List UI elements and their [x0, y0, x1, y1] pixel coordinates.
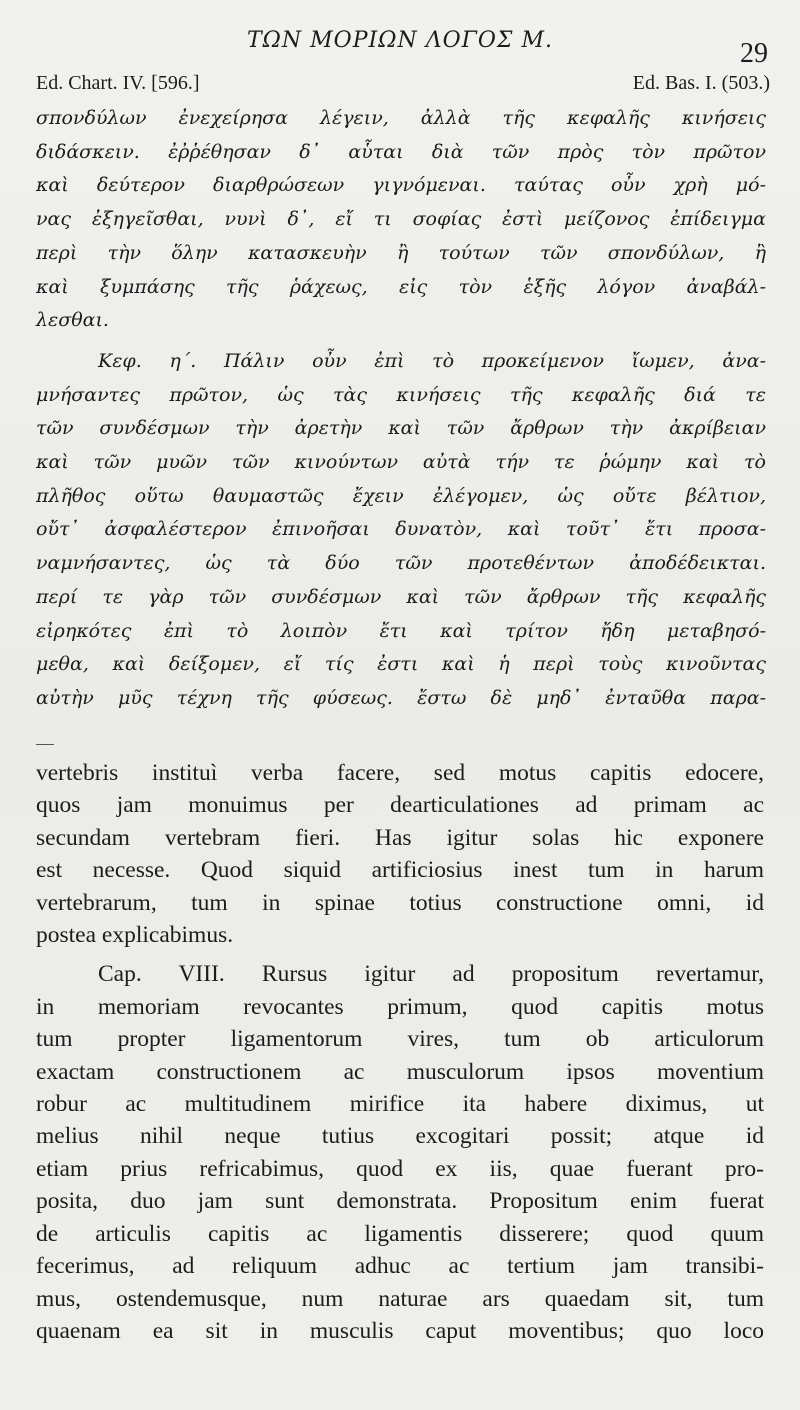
text-line: οὔτ᾽ ἀσφαλέστερον ἐπινοῆσαι δυνατὸν, καὶ τοῦτ᾽ ἔτι προσα-: [36, 518, 766, 541]
text-line: robur ac multitudinem mirifice ita habere diximus, ut: [36, 1091, 764, 1118]
greek-paragraph-1: [36, 102, 766, 338]
text-line: καὶ ξυμπάσης τῆς ῥάχεως, εἰς τὸν ἑξῆς λόγον ἀναβάλ-: [36, 275, 766, 298]
text-line: τῶν συνδέσμων τὴν ἀρετὴν καὶ τῶν ἄρθρων τὴν ἀκρίβειαν: [36, 417, 766, 440]
text-line: posita, duo jam sunt demonstrata. Propositum enim fuerat: [36, 1188, 764, 1215]
text-line: vertebrarum, tum in spinae totius constructione omni, id: [36, 889, 764, 916]
text-line: secundam vertebram fieri. Has igitur solas hic exponere: [36, 824, 764, 851]
text-line: melius nihil neque tutius excogitari possit; atque id: [36, 1123, 764, 1150]
text-line: καὶ τῶν μυῶν τῶν κινούντων αὐτὰ τήν τε ῥώμην καὶ τὸ: [36, 451, 766, 474]
text-line: λεσθαι.: [36, 309, 109, 332]
text-line: postea explicabimus.: [36, 922, 234, 949]
text-line: περί τε γὰρ τῶν συνδέσμων καὶ τῶν ἄρθρων τῆς κεφαλῆς: [36, 585, 766, 608]
edition-reference-right: Ed. Bas. I. (503.): [632, 72, 770, 94]
text-line: νας ἐξηγεῖσθαι, νυνὶ δ᾽, εἴ τι σοφίας ἐστὶ μείζονος ἐπίδειγμα: [36, 208, 766, 231]
text-line: σπονδύλων ἐνεχείρησα λέγειν, ἀλλὰ τῆς κεφαλῆς κινήσεις: [36, 107, 766, 129]
text-line: μνήσαντες πρῶτον, ὡς τὰς κινήσεις τῆς κεφαλῆς διά τε: [36, 383, 766, 406]
text-line: fecerimus, ad reliquum adhuc ac tertium jam transibi-: [36, 1253, 764, 1280]
section-divider: [36, 744, 54, 745]
text-line: tum propter ligamentorum vires, tum ob articulorum: [36, 1026, 764, 1053]
latin-paragraph-2: [36, 958, 764, 1347]
text-line: καὶ δεύτερον διαρθρώσεων γιγνόμεναι. ταύτας οὖν χρὴ μό-: [36, 174, 766, 197]
text-line: quaenam ea sit in musculis caput moventibus; quo loco: [36, 1317, 764, 1344]
greek-text-block: [36, 102, 766, 716]
text-line: μεθα, καὶ δείξομεν, εἴ τίς ἐστι καὶ ἡ περὶ τοὺς κινοῦντας: [36, 653, 766, 676]
greek-paragraph-2: [36, 345, 766, 716]
edition-reference-left: Ed. Chart. IV. [596.]: [36, 72, 200, 94]
text-line: mus, ostendemusque, num naturae ars quaedam sit, tum: [36, 1285, 764, 1312]
running-head: ΤΩΝ ΜΟΡΙΩΝ ΛΟΓΟΣ Μ.: [247, 28, 553, 53]
text-line: etiam prius refricabimus, quod ex iis, quae fuerant pro-: [36, 1155, 764, 1182]
text-line: Cap. VIII. Rursus igitur ad propositum revertamur,: [98, 961, 764, 988]
text-line: est necesse. Quod siquid artificiosius inest tum in harum: [36, 857, 764, 884]
text-line: εἰρηκότες ἐπὶ τὸ λοιπὸν ἔτι καὶ τρίτον ἤδη μεταβησό-: [36, 619, 766, 642]
text-line: Κεφ. η΄. Πάλιν οὖν ἐπὶ τὸ προκείμενον ἴωμεν, ἀνα-: [98, 349, 766, 372]
text-line: πλῆθος οὕτω θαυμαστῶς ἔχειν ἐλέγομεν, ὡς οὔτε βέλτιον,: [36, 484, 766, 507]
latin-paragraph-1: [36, 757, 764, 951]
text-line: αὐτὴν μῦς τέχνη τῆς φύσεως. ἔστω δὲ μηδ᾽ ἐνταῦθα παρα-: [36, 686, 766, 709]
text-line: in memoriam revocantes primum, quod capitis motus: [36, 993, 764, 1020]
text-line: vertebris instituì verba facere, sed motus capitis edocere,: [36, 760, 764, 786]
text-line: exactam constructionem ac musculorum ipsos moventium: [36, 1058, 764, 1085]
latin-text-block: [36, 757, 764, 1347]
text-line: περὶ τὴν ὅλην κατασκευὴν ἢ τούτων τῶν σπονδύλων, ἢ: [36, 241, 766, 264]
text-line: de articulis capitis ac ligamentis disserere; quod quum: [36, 1220, 764, 1247]
text-line: ναμνήσαντες, ὡς τὰ δύο τῶν προτεθέντων ἀποδέδεικται.: [36, 552, 766, 575]
page-number: 29: [740, 38, 768, 69]
text-line: διδάσκειν. ἐῤῥέθησαν δ᾽ αὗται διὰ τῶν πρὸς τὸν πρῶτον: [36, 140, 766, 163]
text-line: quos jam monuimus per dearticulationes ad primam ac: [36, 792, 764, 819]
